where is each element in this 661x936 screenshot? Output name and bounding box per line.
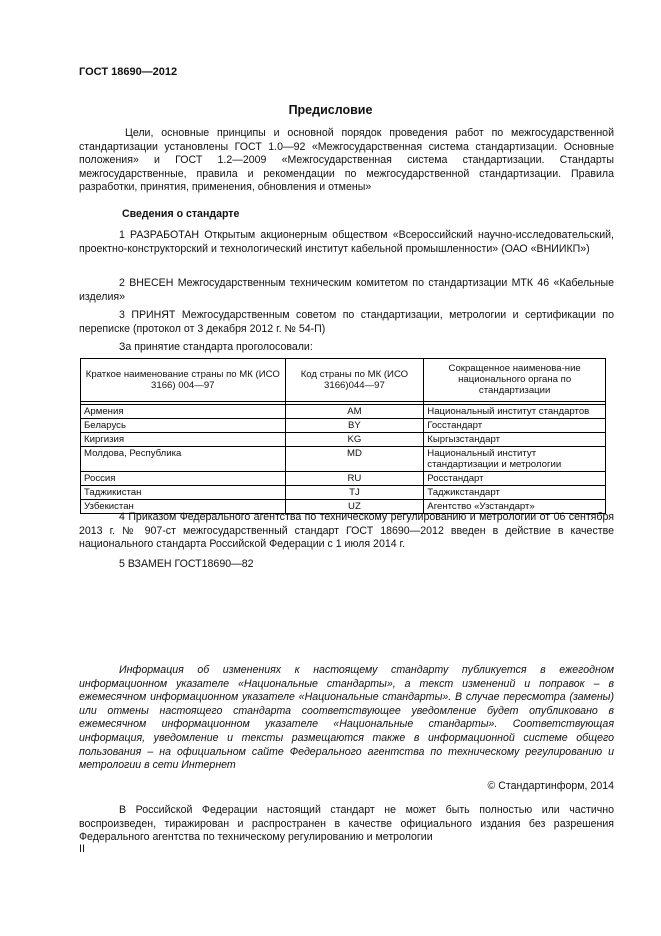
column-header: Код страны по МК (ИСО 3166)044—97 <box>285 359 424 402</box>
code-cell: TJ <box>285 486 424 500</box>
country-cell: Молдова, Республика <box>81 447 286 472</box>
table-row <box>81 405 606 419</box>
page-number: II <box>79 843 86 855</box>
notice-paragraph <box>79 664 614 773</box>
item-3-text: 3 ПРИНЯТ Межгосударственным советом по стандартизации, метрологии и сертификации по переписке (протокол от 3 декабря 2012 г. № 54-П) <box>79 309 614 335</box>
body-cell: Росстандарт <box>424 472 606 486</box>
intro-text: Цели, основные принципы и основной порядок проведения работ по межгосударственной стандартизации установлены ГОСТ 1.0—92 «Межгосударственная система стандартизации. Основные положения» и ГОСТ 1.2—2009 «Межгосударственная система стандартизации. Стандарты межгосударственные, правила и рекомендации по межгосударственной стандартизации. Правила разработки, принятия, применения, обновления и отмены» <box>79 127 614 194</box>
body-cell: Национальный институт стандартов <box>424 405 606 419</box>
body-cell: Таджикстандарт <box>424 486 606 500</box>
column-header: Краткое наименование страны по МК (ИСО 3166) 004—97 <box>81 359 286 402</box>
vote-intro: За принятие стандарта проголосовали: <box>119 341 313 353</box>
country-cell: Россия <box>81 472 286 486</box>
body-cell: Национальный институт стандартизации и метрологии <box>424 447 606 472</box>
table-row <box>81 419 606 433</box>
country-cell: Узбекистан <box>81 500 286 514</box>
item-4 <box>79 511 614 552</box>
item-3 <box>79 309 614 336</box>
code-cell: MD <box>285 447 424 472</box>
item-5: 5 ВЗАМЕН ГОСТ18690—82 <box>119 558 254 570</box>
code-cell: KG <box>285 433 424 447</box>
body-cell: Кыргызстандарт <box>424 433 606 447</box>
table-header-row <box>81 359 606 402</box>
body-cell: Агентство «Узстандарт» <box>424 500 606 514</box>
item-1-text: 1 РАЗРАБОТАН Открытым акционерным обществом «Всероссийский научно-исследовательский, проектно-конструкторский и технологический институт кабельной промышленности» (ОАО «ВНИИКП») <box>79 229 614 255</box>
copyright: © Стандартинформ, 2014 <box>487 780 614 792</box>
table-row <box>81 433 606 447</box>
code-cell: AM <box>285 405 424 419</box>
footer-note <box>79 804 614 845</box>
country-cell: Армения <box>81 405 286 419</box>
code-cell: BY <box>285 419 424 433</box>
document-code: ГОСТ 18690—2012 <box>79 66 178 78</box>
section-title: Сведения о стандарте <box>122 208 240 220</box>
code-cell: UZ <box>285 500 424 514</box>
country-cell: Беларусь <box>81 419 286 433</box>
country-cell: Таджикистан <box>81 486 286 500</box>
table-row <box>81 472 606 486</box>
column-header: Сокращенное наименова-ние национального органа по стандартизации <box>424 359 606 402</box>
table-row <box>81 447 606 472</box>
intro-paragraph <box>79 127 614 195</box>
item-4-text: 4 Приказом Федерального агентства по техническому регулированию и метрологии от 06 сентября 2013 г. № 907-ст межгосударственный стандарт ГОСТ 18690—2012 введен в действие в качестве национального стандарта Российской Федерации с 1 июля 2014 г. <box>79 511 614 551</box>
body-cell: Госстандарт <box>424 419 606 433</box>
country-cell: Киргизия <box>81 433 286 447</box>
item-2-text: 2 ВНЕСЕН Межгосударственным техническим комитетом по стандартизации МТК 46 «Кабельные изделия» <box>79 277 614 303</box>
footer-note-text: В Российской Федерации настоящий стандарт не может быть полностью или частично воспроизведен, тиражирован и распространен в качестве официального издания без разрешения Федерального агентства по техническому регулированию и метрологии <box>79 804 614 844</box>
code-cell: RU <box>285 472 424 486</box>
notice-text: Информация об изменениях к настоящему стандарту публикуется в ежегодном информационном указателе «Национальные стандарты», а текст изменений и поправок – в ежемесячном информационном указателе «Национальные стандарты». В случае пересмотра (замены) или отмены настоящего стандарта соответствующее уведомление будет опубликовано в ежемесячном информационном указателе «Национальные стандарты». Соответствующая информация, уведомление и тексты размещаются также в информационной системе общего пользования – на официальном сайте Федерального агентства по техническому регулированию и метрологии в сети Интернет <box>79 664 614 772</box>
item-1 <box>79 229 614 256</box>
table-row <box>81 486 606 500</box>
page-title: Предисловие <box>288 103 373 117</box>
item-2 <box>79 277 614 304</box>
voting-table <box>80 358 606 514</box>
